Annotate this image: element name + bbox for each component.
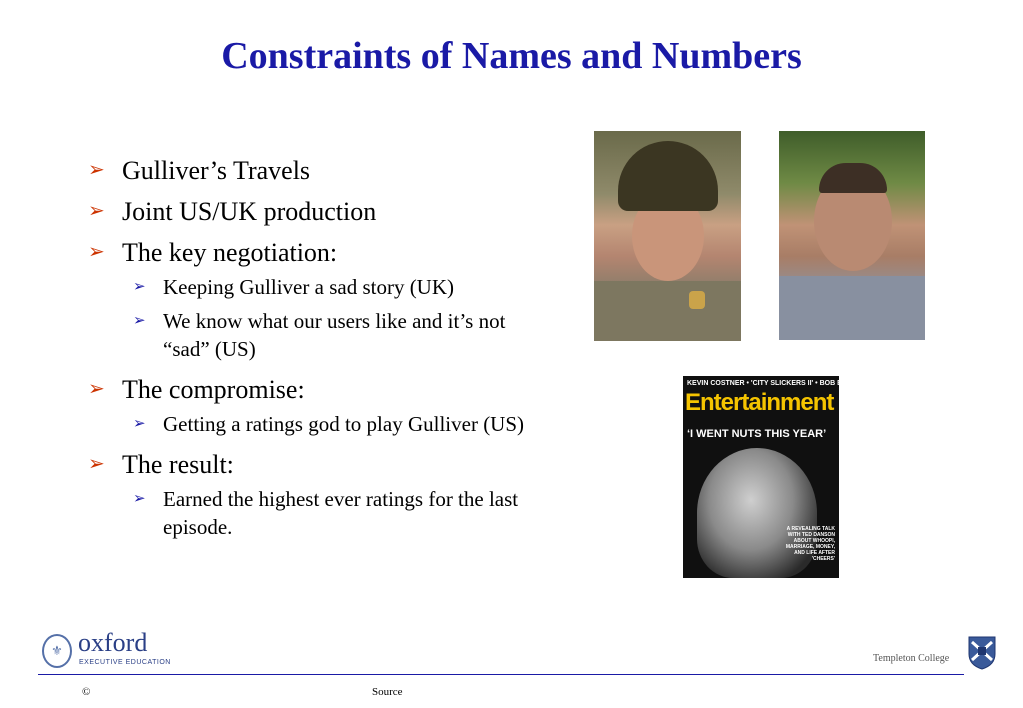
college-shield-icon <box>968 636 996 670</box>
oxford-logo-sub: EXECUTIVE EDUCATION <box>79 659 171 666</box>
footer-divider <box>38 674 964 675</box>
photo-uniform <box>779 276 925 340</box>
magazine-brand: Entertainment <box>685 389 834 416</box>
oxford-crest-icon: ⚜ <box>42 634 72 668</box>
oxford-logo-word: oxford <box>78 628 148 657</box>
magazine-headline: ‘I WENT NUTS THIS YEAR’ <box>687 428 827 440</box>
sub-bullet-text: Earned the highest ever ratings for the last episode. <box>163 487 519 539</box>
photo-uniform <box>594 281 741 341</box>
bullet-item <box>88 150 548 191</box>
small-arrow-bullet-icon: ➢ <box>133 313 146 329</box>
sub-bullet-text: Getting a ratings god to play Gulliver (US) <box>163 412 525 436</box>
bullet-text: Joint US/UK production <box>122 197 377 226</box>
bullet-text: The result: <box>122 450 234 479</box>
bullet-text: Gulliver’s Travels <box>122 156 311 185</box>
magazine-side-text: A REVEALING TALK WITH TED DANSON ABOUT WHOOPI, MARRIAGE, MONEY, AND LIFE AFTER 'CHEERS' <box>785 526 835 562</box>
bullet-item <box>88 444 548 485</box>
small-arrow-bullet-icon: ➢ <box>133 279 146 295</box>
actor-photo-uniform <box>779 131 925 340</box>
oxford-logo <box>42 628 172 672</box>
source-text: Source <box>372 686 403 698</box>
bullet-text: The compromise: <box>122 375 305 404</box>
sub-bullet-text: Keeping Gulliver a sad story (UK) <box>163 275 455 299</box>
sub-bullet-item <box>133 410 533 438</box>
slide-title: Constraints of Names and Numbers <box>221 35 802 77</box>
bullet-text: The key negotiation: <box>122 238 338 267</box>
sub-bullet-text: We know what our users like and it’s not “sad” (US) <box>163 309 506 361</box>
bullet-item <box>88 369 548 410</box>
copyright-text: © <box>82 686 91 698</box>
arrow-bullet-icon: ➢ <box>88 241 105 263</box>
arrow-bullet-icon: ➢ <box>88 159 105 181</box>
magazine-top-line: KEVIN COSTNER • 'CITY SLICKERS II' • BOB BARKER <box>687 380 868 387</box>
arrow-bullet-icon: ➢ <box>88 200 105 222</box>
photo-hair <box>819 163 887 193</box>
arrow-bullet-icon: ➢ <box>88 378 105 400</box>
sub-bullet-item <box>133 485 533 541</box>
small-arrow-bullet-icon: ➢ <box>133 491 146 507</box>
badge-icon <box>689 291 705 309</box>
small-arrow-bullet-icon: ➢ <box>133 416 146 432</box>
magazine-cover <box>683 376 868 578</box>
helmet-icon <box>618 141 718 211</box>
sub-bullet-item <box>133 273 533 301</box>
sub-bullet-item <box>133 307 533 363</box>
bullet-list <box>88 150 548 541</box>
college-name: Templeton College <box>873 653 950 664</box>
arrow-bullet-icon: ➢ <box>88 453 105 475</box>
actor-photo-police-helmet <box>594 131 741 340</box>
bullet-item <box>88 232 548 273</box>
bullet-item <box>88 191 548 232</box>
